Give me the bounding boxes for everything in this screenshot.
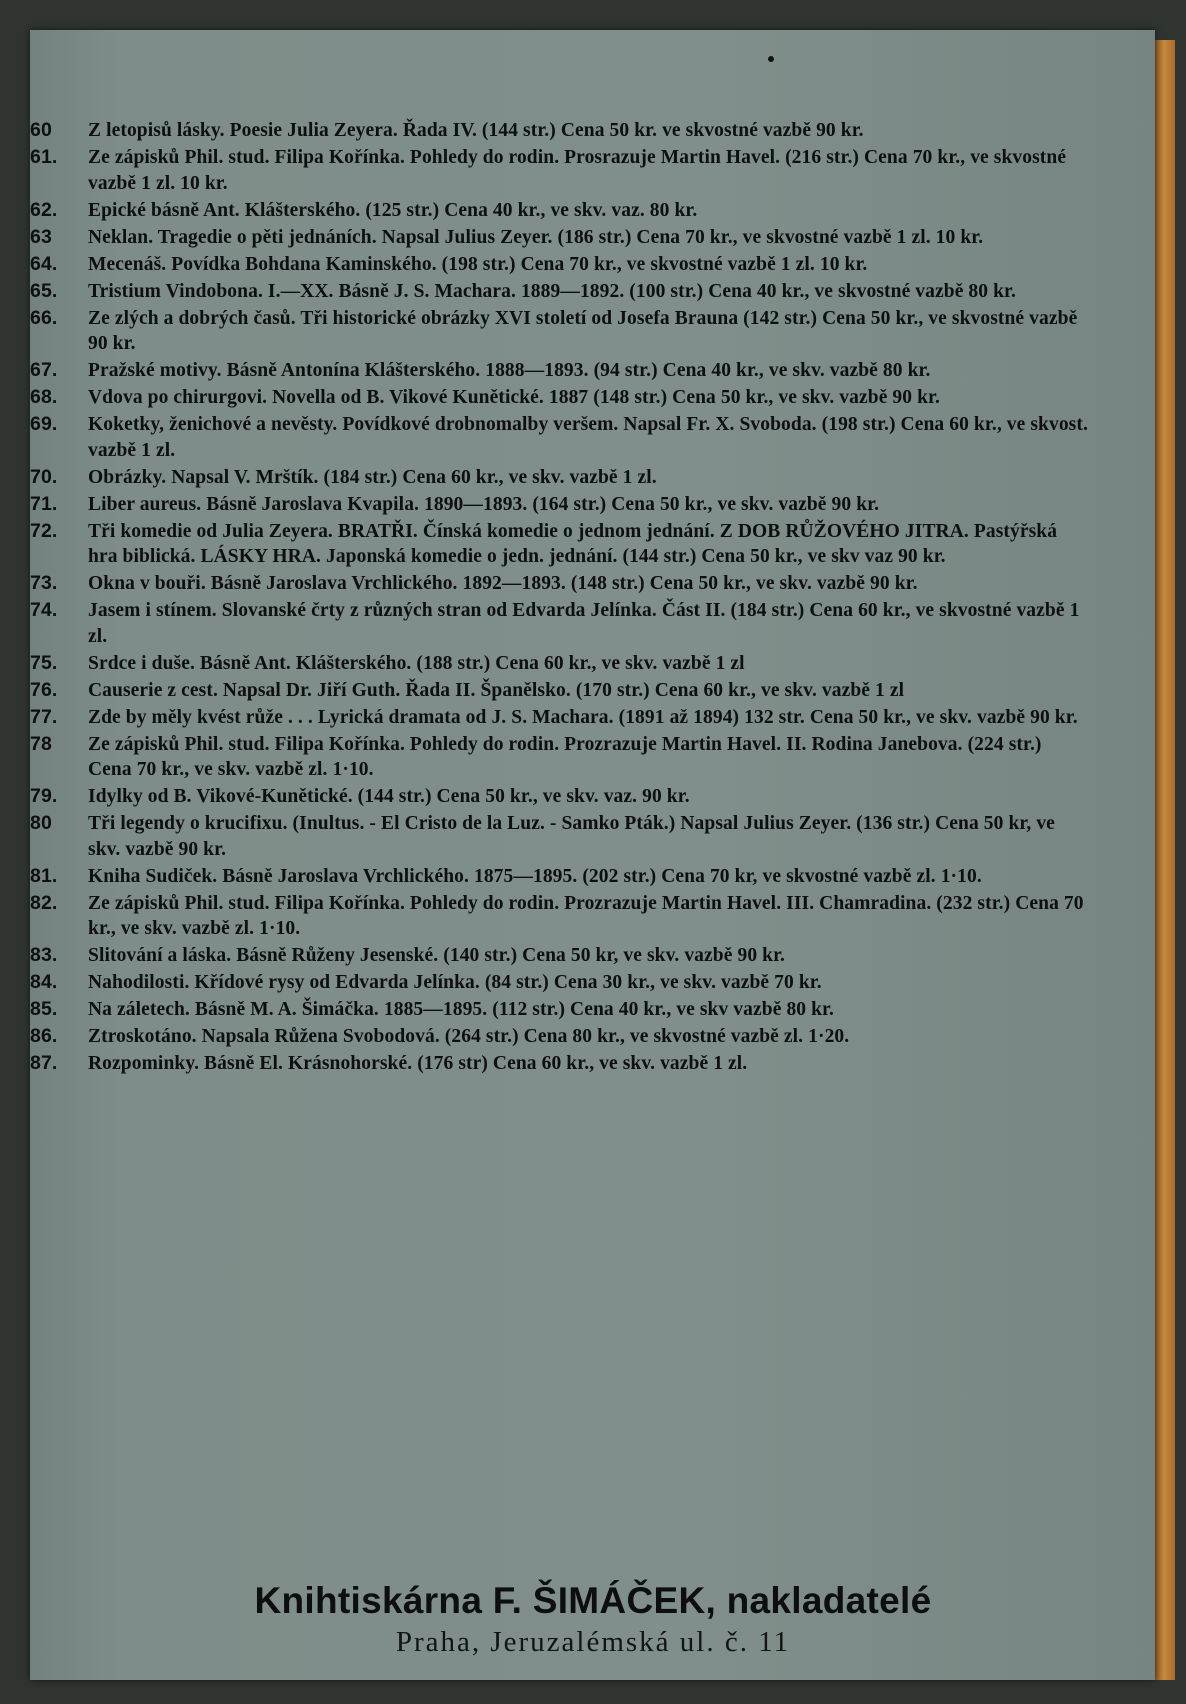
- catalog-entry: [30, 519, 1090, 570]
- entry-number: 73.: [30, 572, 58, 594]
- entry-text: Tři legendy o krucifixu. (Inultus. - El Cristo de la Luz. - Samko Pták.) Napsal Julius Zeyer. (136 str.) Cena 50 kr, ve skv. vazbě 90 kr.: [88, 813, 1055, 860]
- catalog-entry: [30, 651, 1090, 677]
- entry-number: 75.: [30, 651, 58, 674]
- catalog-entry: [30, 225, 1090, 251]
- catalog-entry: [30, 943, 1090, 969]
- entry-number: 61.: [30, 146, 58, 168]
- entry-number: 63: [30, 225, 52, 248]
- entry-text: Jasem i stínem. Slovanské črty z různých stran od Edvarda Jelínka. Část II. (184 str.) Cena 60 kr., ve skvostné vazbě 1 zl.: [88, 600, 1080, 647]
- entry-text: Vdova po chirurgovi. Novella od B. Vikové Kunětické. 1887 (148 str.) Cena 50 kr., ve skv. vazbě 90 kr.: [88, 387, 940, 408]
- catalog-entry: [30, 1051, 1090, 1077]
- catalog-entry: [30, 864, 1090, 890]
- catalog-entry: [30, 784, 1090, 810]
- entry-text: Ze zápisků Phil. stud. Filipa Kořínka. Pohledy do rodin. Prozrazuje Martin Havel. III. Chamradina. (232 str.) Cena 70 kr., ve skv. vazbě zl. 1·10.: [88, 892, 1084, 939]
- entry-number: 76.: [30, 678, 58, 701]
- book-spine-edge: [1155, 40, 1175, 1680]
- entry-text: Rozpominky. Básně El. Krásnohorské. (176 str) Cena 60 kr., ve skv. vazbě 1 zl.: [88, 1053, 748, 1074]
- entry-number: 74.: [30, 599, 58, 621]
- entry-text: Epické básně Ant. Klášterského. (125 str.) Cena 40 kr., ve skv. vaz. 80 kr.: [88, 199, 698, 221]
- entry-number: 70.: [30, 465, 58, 488]
- entry-number: 87.: [30, 1052, 58, 1074]
- catalog-entry: [30, 358, 1090, 384]
- entry-text: Ze zlých a dobrých časů. Tři historické obrázky XVI století od Josefa Brauna (142 str.) Cena 50 kr., ve skvostné vazbě 90 kr.: [88, 307, 1078, 354]
- catalog-entry: [30, 118, 1090, 144]
- entry-number: 79.: [30, 785, 58, 807]
- entry-text: Liber aureus. Básně Jaroslava Kvapila. 1890—1893. (164 str.) Cena 50 kr., ve skv. vazbě 90 kr.: [88, 493, 880, 515]
- catalog-entry: [30, 970, 1090, 996]
- entry-number: 78: [30, 732, 52, 755]
- entry-number: 80: [30, 812, 52, 834]
- entry-text: Obrázky. Napsal V. Mrštík. (184 str.) Cena 60 kr., ve skv. vazbě 1 zl.: [88, 466, 657, 488]
- entry-text: Slitování a láska. Básně Růženy Jesenské. (140 str.) Cena 50 kr, ve skv. vazbě 90 kr.: [88, 945, 786, 966]
- entry-number: 77.: [30, 705, 58, 728]
- catalog-entry: [30, 678, 1090, 704]
- entry-text: Zde by měly kvést růže . . . Lyrická dramata od J. S. Machara. (1891 až 1894) 132 str. Cena 50 kr., ve skv. vazbě 90 kr.: [88, 706, 1078, 728]
- entry-number: 86.: [30, 1025, 58, 1047]
- entry-text: Srdce i duše. Básně Ant. Klášterského. (188 str.) Cena 60 kr., ve skv. vazbě 1 zl: [88, 652, 745, 674]
- entry-number: 71.: [30, 492, 58, 515]
- catalog-entry: [30, 492, 1090, 518]
- entry-text: Tristium Vindobona. I.—XX. Básně J. S. Machara. 1889—1892. (100 str.) Cena 40 kr., ve skvostné vazbě 80 kr.: [88, 280, 1016, 302]
- catalog-entry: [30, 705, 1090, 731]
- catalog-entry: [30, 465, 1090, 491]
- entry-number: 66.: [30, 306, 58, 329]
- catalog-entry: [30, 997, 1090, 1023]
- entry-number: 67.: [30, 359, 58, 381]
- entry-number: 83.: [30, 944, 58, 966]
- entry-number: 69.: [30, 413, 58, 435]
- entry-text: Z letopisů lásky. Poesie Julia Zeyera. Řada IV. (144 str.) Cena 50 kr. ve skvostné vazbě 90 kr.: [88, 120, 864, 141]
- catalog-entry: [30, 279, 1090, 305]
- catalog-entry: [30, 1024, 1090, 1050]
- entry-number: 65.: [30, 279, 58, 302]
- entry-number: 85.: [30, 998, 58, 1020]
- catalog-entry: [30, 598, 1090, 649]
- catalog-entry: [30, 811, 1090, 862]
- catalog-entry: [30, 306, 1090, 357]
- catalog-entry: [30, 252, 1090, 278]
- entry-text: Ze zápisků Phil. stud. Filipa Kořínka. Pohledy do rodin. Prosrazuje Martin Havel. (216 str.) Cena 70 kr., ve skvostné vazbě 1 zl. 10 kr.: [88, 147, 1067, 194]
- entry-text: Nahodilosti. Křídové rysy od Edvarda Jelínka. (84 str.) Cena 30 kr., ve skv. vazbě 70 kr.: [88, 972, 822, 993]
- entry-number: 68.: [30, 386, 58, 408]
- publisher-address: Praha, Jeruzalémská ul. č. 11: [395, 1626, 791, 1658]
- entry-text: Na záletech. Básně M. A. Šimáčka. 1885—1895. (112 str.) Cena 40 kr., ve skv vazbě 80 kr.: [88, 999, 835, 1020]
- entry-text: Okna v bouři. Básně Jaroslava Vrchlického. 1892—1893. (148 str.) Cena 50 kr., ve skv. vazbě 90 kr.: [88, 573, 918, 594]
- entry-text: Tři komedie od Julia Zeyera. BRATŘI. Čínská komedie o jednom jednání. Z DOB RŮŽOVÉHO JITRA. Pastýřská hra biblická. LÁSKY HRA. Japonská komedie o jedn. jednání. (144 str.) Cena 50 kr., ve skv vaz 90 kr.: [88, 520, 1058, 567]
- catalog-entry: [30, 145, 1090, 196]
- catalog-entry: [30, 571, 1090, 597]
- entry-number: 84.: [30, 971, 58, 993]
- entry-text: Idylky od B. Vikové-Kunětické. (144 str.) Cena 50 kr., ve skv. vaz. 90 kr.: [88, 786, 690, 807]
- entry-number: 60: [30, 119, 52, 141]
- catalog-entry: [30, 412, 1090, 463]
- printer-mark: [768, 56, 774, 62]
- entry-text: Ztroskotáno. Napsala Růžena Svobodová. (264 str.) Cena 80 kr., ve skvostné vazbě zl. 1·20.: [88, 1026, 850, 1047]
- catalog-entry: [30, 198, 1090, 224]
- entry-text: Ze zápisků Phil. stud. Filipa Kořínka. Pohledy do rodin. Prozrazuje Martin Havel. II. Rodina Janebova. (224 str.) Cena 70 kr., ve skv. vazbě zl. 1·10.: [88, 733, 1042, 780]
- entry-text: Causerie z cest. Napsal Dr. Jiří Guth. Řada II. Španělsko. (170 str.) Cena 60 kr., ve skv. vazbě 1 zl: [88, 679, 905, 701]
- publisher-name: Knihtiskárna F. ŠIMÁČEK, nakladatelé: [254, 1580, 932, 1621]
- catalog-entry: [30, 385, 1090, 411]
- entry-text: Mecenáš. Povídka Bohdana Kaminského. (198 str.) Cena 70 kr., ve skvostné vazbě 1 zl. 10 kr.: [88, 253, 868, 275]
- entry-number: 62.: [30, 198, 58, 221]
- catalog-entry: [30, 891, 1090, 942]
- entry-text: Neklan. Tragedie o pěti jednáních. Napsal Julius Zeyer. (186 str.) Cena 70 kr., ve skvostné vazbě 1 zl. 10 kr.: [88, 226, 984, 248]
- entry-number: 82.: [30, 891, 58, 914]
- entry-text: Pražské motivy. Básně Antonína Klášterského. 1888—1893. (94 str.) Cena 40 kr., ve skv. vazbě 80 kr.: [88, 360, 931, 381]
- entry-text: Kniha Sudiček. Básně Jaroslava Vrchlického. 1875—1895. (202 str.) Cena 70 kr, ve skvostné vazbě zl. 1·10.: [88, 865, 982, 887]
- entry-number: 81.: [30, 864, 58, 887]
- entry-number: 72.: [30, 519, 58, 542]
- catalog-entry-list: [30, 118, 1090, 1077]
- entry-text: Koketky, ženichové a nevěsty. Povídkové drobnomalby veršem. Napsal Fr. X. Svoboda. (198 str.) Cena 60 kr., ve skvost. vazbě 1 zl.: [88, 414, 1088, 461]
- catalog-entry: [30, 732, 1090, 783]
- entry-number: 64.: [30, 252, 58, 275]
